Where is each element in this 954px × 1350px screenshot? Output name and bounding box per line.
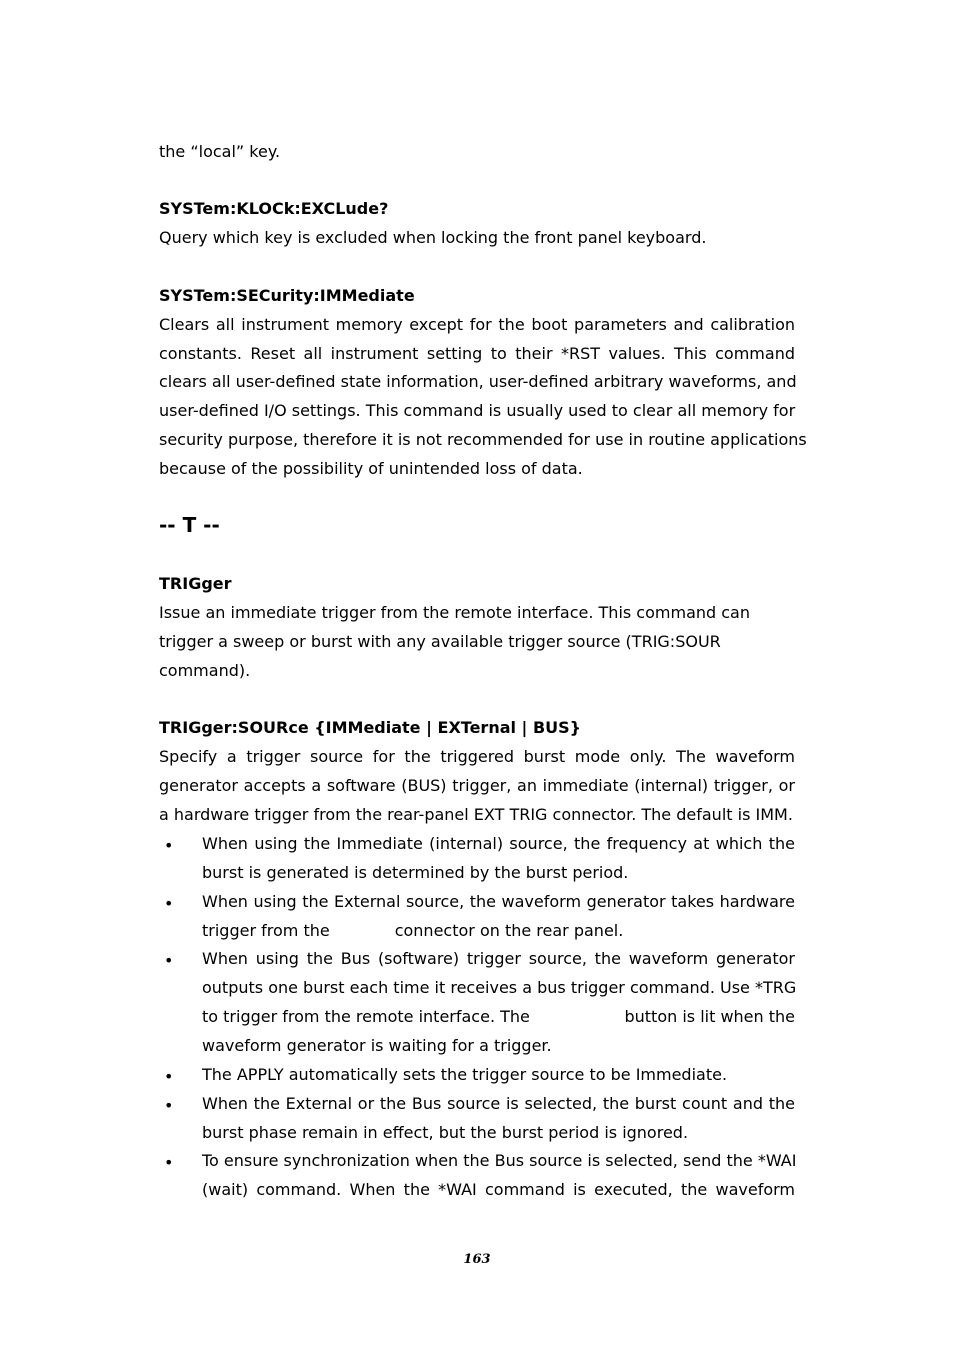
bullet-line: waveform generator is waiting for a trigger.	[202, 1036, 552, 1055]
page-number: 163	[463, 1252, 491, 1267]
security-line: constants. Reset all instrument setting to their *RST values. This command	[159, 344, 795, 363]
bullet-line: When using the External source, the waveform generator takes hardware	[202, 892, 795, 911]
bullet-line: When using the Bus (software) trigger source, the waveform generator	[202, 949, 795, 968]
bullet-line: When using the Immediate (internal) source, the frequency at which the	[202, 834, 795, 853]
bullet-line: When the External or the Bus source is selected, the burst count and the	[202, 1094, 795, 1113]
security-line: user-defined I/O settings. This command is usually used to clear all memory for	[159, 401, 796, 420]
bullet-line: burst is generated is determined by the burst period.	[202, 863, 629, 882]
bullet-line: The APPLY automatically sets the trigger source to be Immediate.	[202, 1065, 728, 1084]
bullet-marker: •	[164, 1153, 174, 1172]
section-heading-t: -- T --	[159, 513, 220, 537]
security-heading: SYSTem:SECurity:IMMediate	[159, 286, 415, 305]
klock-description: Query which key is excluded when locking the front panel keyboard.	[159, 228, 707, 247]
security-line: security purpose, therefore it is not recommended for use in routine applications	[159, 430, 807, 449]
bullet-marker: •	[164, 1067, 174, 1086]
trigger-source-line: a hardware trigger from the rear-panel EXT TRIG connector. The default is IMM.	[159, 805, 793, 824]
trigger-source-line: generator accepts a software (BUS) trigger, an immediate (internal) trigger, or	[159, 776, 795, 795]
bullet-line: outputs one burst each time it receives a bus trigger command. Use *TRG	[202, 978, 797, 997]
bullet-text-after-gap: button is lit when the	[624, 1007, 795, 1026]
trigger-line: Issue an immediate trigger from the remote interface. This command can	[159, 603, 750, 622]
intro-text: the “local” key.	[159, 142, 281, 161]
klock-heading: SYSTem:KLOCk:EXCLude?	[159, 199, 389, 218]
trigger-heading: TRIGger	[159, 574, 232, 593]
bullet-marker: •	[164, 1096, 174, 1115]
trigger-line: command).	[159, 661, 251, 680]
security-line: because of the possibility of unintended loss of data.	[159, 459, 583, 478]
bullet-line: burst phase remain in effect, but the burst period is ignored.	[202, 1123, 689, 1142]
trigger-source-heading: TRIGger:SOURce {IMMediate | EXTernal | BUS}	[159, 718, 582, 737]
bullet-split-line	[202, 1002, 795, 1031]
bullet-marker: •	[164, 951, 174, 970]
trigger-line: trigger a sweep or burst with any available trigger source (TRIG:SOUR	[159, 632, 721, 651]
bullet-line: (wait) command. When the *WAI command is executed, the waveform	[202, 1180, 795, 1199]
bullet-marker: •	[164, 894, 174, 913]
bullet-text-before-gap: to trigger from the remote interface. The	[202, 1007, 530, 1026]
bullet-line: To ensure synchronization when the Bus source is selected, send the *WAI	[202, 1151, 797, 1170]
security-line: Clears all instrument memory except for the boot parameters and calibration	[159, 315, 795, 334]
bullet-split-line	[202, 916, 795, 945]
bullet-text-after-gap: connector on the rear panel.	[394, 921, 624, 940]
trigger-source-line: Specify a trigger source for the triggered burst mode only. The waveform	[159, 747, 795, 766]
bullet-marker: •	[164, 836, 174, 855]
security-line: clears all user-defined state information, user-defined arbitrary waveforms, and	[159, 372, 797, 391]
bullet-text-before-gap: trigger from the	[202, 921, 330, 940]
